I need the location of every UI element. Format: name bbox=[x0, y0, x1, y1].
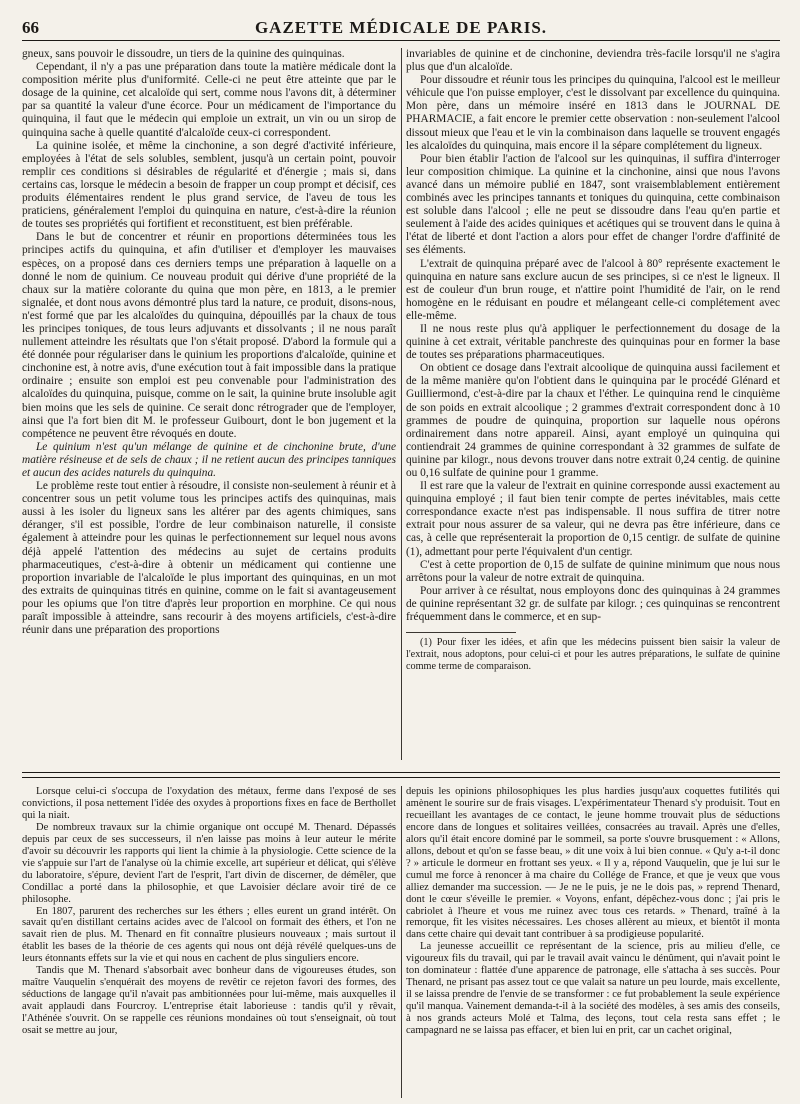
paragraph: Tandis que M. Thenard s'absorbait avec bonheur dans de vigoureuses études, son maître Vauquelin s'enquérait des moyens de revêtir ce rejeton favori des formes, des séductions de langage qu'il n'avait pas ambitionnées pour lui-même, mais auxquelles il avait applaudi dans Fourcroy. L'entreprise était laborieuse : tandis qu'il y rêvait, l'Athénée s'ouvrit. On se rappelle ces réunions mondaines où tout s'enseignait, où tout osait se mettre au jour, bbox=[22, 965, 396, 1037]
column-lower-right bbox=[406, 786, 780, 1098]
paragraph: La jeunesse accueillit ce représentant de la science, pris au milieu d'elle, ce vigoureux fils du travail, qui par le travail avait vaincu le dénûment, qui n'avait point le ton dominateur : flattée d'une apparence de patronage, elle s'attacha à ses succès. Pour Thenard, ne prisant pas assez tout ce que valait sa nature un peu lourde, mais excellente, il se laissa prendre de l'envie de se transformer : ce fut probablement la seule expérience qu'il manqua. Vainement demanda-t-il à la société des modèles, à ses amis des conseils, à nos grands acteurs Molé et Talma, des leçons, tout cela resta sans effet ; le campagnard ne se laissa pas effacer, et bien lui en prit, car un cachet original, bbox=[406, 941, 780, 1037]
column-divider-lower bbox=[401, 786, 402, 1098]
column-lower-left bbox=[22, 786, 396, 1098]
paragraph: Le problème reste tout entier à résoudre, il consiste non-seulement à réunir et à concentrer sous un petit volume tous les principes actifs des quinquinas, mais aussi à les isoler du ligneux sans les altérer par des agents chimiques, sans déranger, s'il est possible, l'ordre de leur combinaison naturelle, il consiste également à atteindre pour les quinas le perfectionnement sur lequel nous avons déjà appelé l'attention des médecins au sujet de certains produits pharmaceutiques, c'est-à-dire à obtenir un médicament qui contienne une proportion invariable de l'alcaloïde le plus important des quinquinas, en un mot des extraits de quinquinas titrés en quinine, comme on le fait si avantageusement pour les opiums que l'on titre d'après leur proportion en morphine. Ce qui nous paraît impossible à atteindre, sans recourir à des moyens artificiels, c'est-à-dire réunir dans une préparation des proportions bbox=[22, 480, 396, 637]
paragraph: Il est rare que la valeur de l'extrait en quinine corresponde aussi exactement au quinquina employé ; il faut bien tenir compte de pertes inévitables, mais cette correspondance exacte n'est pas indispensable. Il nous suffira de titrer notre extrait pour nous assurer de sa valeur, qui ne devra pas être inférieure, dans ce cas, à celle que représenterait la proportion de 0,15 centigr. de sulfate de quinine (1), admettant pour perte l'équivalent d'un centigr. bbox=[406, 480, 780, 558]
paragraph: Dans le but de concentrer et réunir en proportions déterminées tous les principes actifs du quinquina, et afin d'utiliser et d'employer les mauvaises espèces, on a proposé dans ces derniers temps une préparation à laquelle on a donné le nom de quinium. Ce nouveau produit qui dérive d'une propriété de la chaux sur la matière colorante du quina que mon père, en 1813, a le premier signalée, et dont nous avons démontré plus tard la nature, ce produit, disons-nous, n'est formé que par les alcaloïdes du quinquina, dépouillés par la chaux de tous les principes toniques, de tous leurs adjuvants et dissolvants ; il ne nous paraît nullement atteindre les résultats que l'on s'était proposé. D'abord la formule qui a été donnée pour régulariser dans le quinium les proportions d'alcaloïde, quinine et cinchonine est, à notre avis, d'une exécution tout à fait impossible dans la pratique ordinaire ; ensuite son emploi est peu convenable pour l'administration des alcaloïdes du quinquina, puisque, comme on le sait, la quinine brute insoluble agit bien moins que les sels de quinine. Ce serait donc rétrograder que de l'employer, ainsi que l'a fort bien dit M. le professeur Guibourt, dont le bon jugement et la compétence ne peuvent être révoqués en doute. bbox=[22, 231, 396, 440]
paragraph: C'est à cette proportion de 0,15 de sulfate de quinine minimum que nous nous arrêtons pour la valeur de notre extrait de quinquina. bbox=[406, 558, 780, 584]
column-upper-left bbox=[22, 48, 396, 760]
paragraph: Cependant, il n'y a pas une préparation dans toute la matière médicale dont la composition mérite plus d'uniformité. Celle-ci ne peut être atteinte que par le dosage de la quinine, cet alcaloïde qui sert, comme nous l'avons dit, à déterminer par sa quantité la valeur d'une écorce. Pour un médicament de l'importance du quinquina, il faut que le médecin qui emploie un extrait, un vin ou un sirop de quinquina sache à quelle quantité d'alcaloïde ceux-ci correspondent. bbox=[22, 61, 396, 139]
column-upper-right bbox=[406, 48, 780, 760]
footnote: (1) Pour fixer les idées, et afin que les médecins puissent bien saisir la valeur de l'extrait, nous adoptons, pour celui-ci et pour les autres préparations, le sulfate de quinine comme terme de comparaison. bbox=[406, 637, 780, 673]
paragraph: invariables de quinine et de cinchonine, deviendra très-facile lorsqu'il ne s'agira plus que d'un alcaloïde. bbox=[406, 48, 780, 74]
page-number: 66 bbox=[22, 18, 39, 37]
paragraph: L'extrait de quinquina préparé avec de l'alcool à 80° représente exactement le quinquina en nature sans exclure aucun de ses principes, si ce n'est le ligneux. Il est de couleur d'un brun rouge, et n'attire point l'humidité de l'air, on le rend homogène en le réduisant en poudre et mélangeant celle-ci complétement avec elle-même. bbox=[406, 257, 780, 322]
column-upper-right-body bbox=[406, 48, 780, 624]
paragraph: Le quinium n'est qu'un mélange de quinine et de cinchonine brute, d'une matière résineuse et de sels de chaux ; il ne retient aucun des principes tanniques et aucun des acides naturels du quinquina. bbox=[22, 440, 396, 479]
section-divider bbox=[22, 772, 780, 778]
footnote-rule bbox=[406, 632, 516, 633]
article-upper bbox=[22, 48, 780, 760]
journal-title: GAZETTE MÉDICALE DE PARIS. bbox=[254, 18, 548, 37]
paragraph: Il ne nous reste plus qu'à appliquer le perfectionnement du dosage de la quinine à cet extrait, véritable panchreste des quinquinas pour en former la base de toutes ses préparations pharmaceutiques. bbox=[406, 322, 780, 362]
paragraph: depuis les opinions philosophiques les plus hardies jusqu'aux coquettes futilités qui amènent le sourire sur de frais visages. L'expérimentateur Thenard s'y produisit. Tout en recueillant les avantages de ce contact, le jeune homme trouvait plus de séductions encore dans de longues et solitaires veillées, consacrées au travail. Après une d'elles, alors qu'il était encore dominé par le sommeil, sa porte s'ouvre brusquement : « Allons, allons, debout et qu'on se fasse beau, » dit une voix à lui bien connue. « Qu'y a-t-il donc ? » articule le dormeur en frottant ses yeux. « Il y a, répond Vauquelin, que je lui sur le cumul me force à renoncer à ma chaire du Collége de France, et que je veux que vous alliez demander ma succession. — Je ne le puis, je ne le dois pas, » reprend Thenard, dont le cœur s'éveille le premier. « Voyons, enfant, dépêchez-vous donc ; j'ai pris le cabriolet à l'heure et vous me ruinez avec tous ces retards. » Thenard, traîné à la remorque, fit les visites nécessaires. Les choses allèrent au mieux, et bientôt il monta dans cette chaire qui devait tant contribuer à sa prodigieuse popularité. bbox=[406, 786, 780, 941]
paragraph: Pour dissoudre et réunir tous les principes du quinquina, l'alcool est le meilleur véhicule que l'on puisse employer, c'est le dissolvant par excellence du quinquina. Mon père, dans un mémoire inséré en 1813 dans le JOURNAL DE PHARMACIE, a fait encore le premier cette observation : non-seulement l'alcool dissout mieux que l'eau et le vin la combinaison dans laquelle se trouvent engagés les alcaloïdes du quinquina, mais encore il la sépare complétement du ligneux. bbox=[406, 74, 780, 152]
paragraph: Lorsque celui-ci s'occupa de l'oxydation des métaux, ferme dans l'exposé de ses convictions, il posa nettement l'idée des oxydes à proportions fixes en face de Berthollet qui la niait. bbox=[22, 786, 396, 821]
paragraph: Pour bien établir l'action de l'alcool sur les quinquinas, il suffira d'interroger leur composition chimique. La quinine et la cinchonine, ainsi que nous l'avons avancé dans un mémoire publié en 1847, sont vraisemblablement entièrement combinés avec les principes tannants et toniques du quinquina, cette combinaison est soluble dans l'alcool ; elle ne peut se dissoudre dans l'eau qu'en partie et seulement à l'aide des acides quiniques et acétiques qui se trouvent dans le quina à l'état de liberté et dont l'action a alors pour effet de changer l'ordre d'affinité de ses éléments. bbox=[406, 152, 780, 257]
paragraph: De nombreux travaux sur la chimie organique ont occupé M. Thenard. Dépassés depuis par ceux de ses successeurs, il n'en laisse pas moins à leur auteur le mérite d'avoir su découvrir les rapports qui lient la chimie à la physiologie. Cette science de la vie s'appuie sur l'art de l'analyse où la chimie excelle, art supérieur et délicat, qui s'élève du laboratoire, s'épure, devient l'art de l'esprit, l'art divin de discerner, de démêler, que Condillac a porté dans la philosophie, et que Lavoisier déclare avoir tiré de ce philosophe. bbox=[22, 821, 396, 905]
paragraph: On obtient ce dosage dans l'extrait alcoolique de quinquina aussi facilement et de la même manière qu'on l'obtient dans le quinquina par le procédé Glénard et Guilliermond, c'est-à-dire par la chaux et l'éther. Le quinquina rend le cinquième de son poids en extrait alcoolique ; 2 grammes d'extrait correspondent donc à 10 grammes de poudre de quinquina, proportion sur laquelle nous opérons ordinairement dans notre appareil. Ainsi, ayant employé un quinquina qui contiendrait 24 grammes de quinine correspondant à 32 grammes de sulfate de quinine par kilogr., nous devons trouver dans notre extrait 0,24 centig. de quinine ou 0,16 sulfate de quinine pour 1 gramme. bbox=[406, 362, 780, 479]
paragraph: Pour arriver à ce résultat, nous employons donc des quinquinas à 24 grammes de quinine représentant 32 gr. de sulfate par kilogr. ; ces quinquinas se rencontrent fréquemment dans le commerce, et en sup- bbox=[406, 584, 780, 624]
paragraph: La quinine isolée, et même la cinchonine, a son degré d'activité inférieure, employées à l'état de sels solubles, semblent, jusqu'à un certain point, pouvoir remplir ces conditions si désirables de régularité et d'énergie ; mais si, dans certains cas, lorsque le médecin a besoin de frapper un coup prompt et décisif, ces produits élémentaires rendent le plus grand service, de l'aveu de tous les praticiens, généralement l'emploi du quinquina en nature, c'est-à-dire la réunion de toutes ses propriétés qui fortifient et reconstituent, est bien préférable. bbox=[22, 139, 396, 231]
paragraph: gneux, sans pouvoir le dissoudre, un tiers de la quinine des quinquinas. bbox=[22, 48, 345, 60]
page-header bbox=[22, 16, 780, 41]
column-divider bbox=[401, 48, 402, 760]
feuilleton-lower bbox=[22, 786, 780, 1098]
paragraph: En 1807, parurent des recherches sur les éthers ; elles eurent un grand intérêt. On savait qu'en distillant certains acides avec de l'alcool on formait des éthers, et l'on ne savait rien de plus. M. Thenard en fit connaître plusieurs nouveaux ; mais surtout il établit les bases de la théorie de ces agents qui nous ont déjà révélé quelques-uns de leurs étonnants effets sur la vie et qui nous en cachent de plus singuliers encore. bbox=[22, 905, 396, 965]
